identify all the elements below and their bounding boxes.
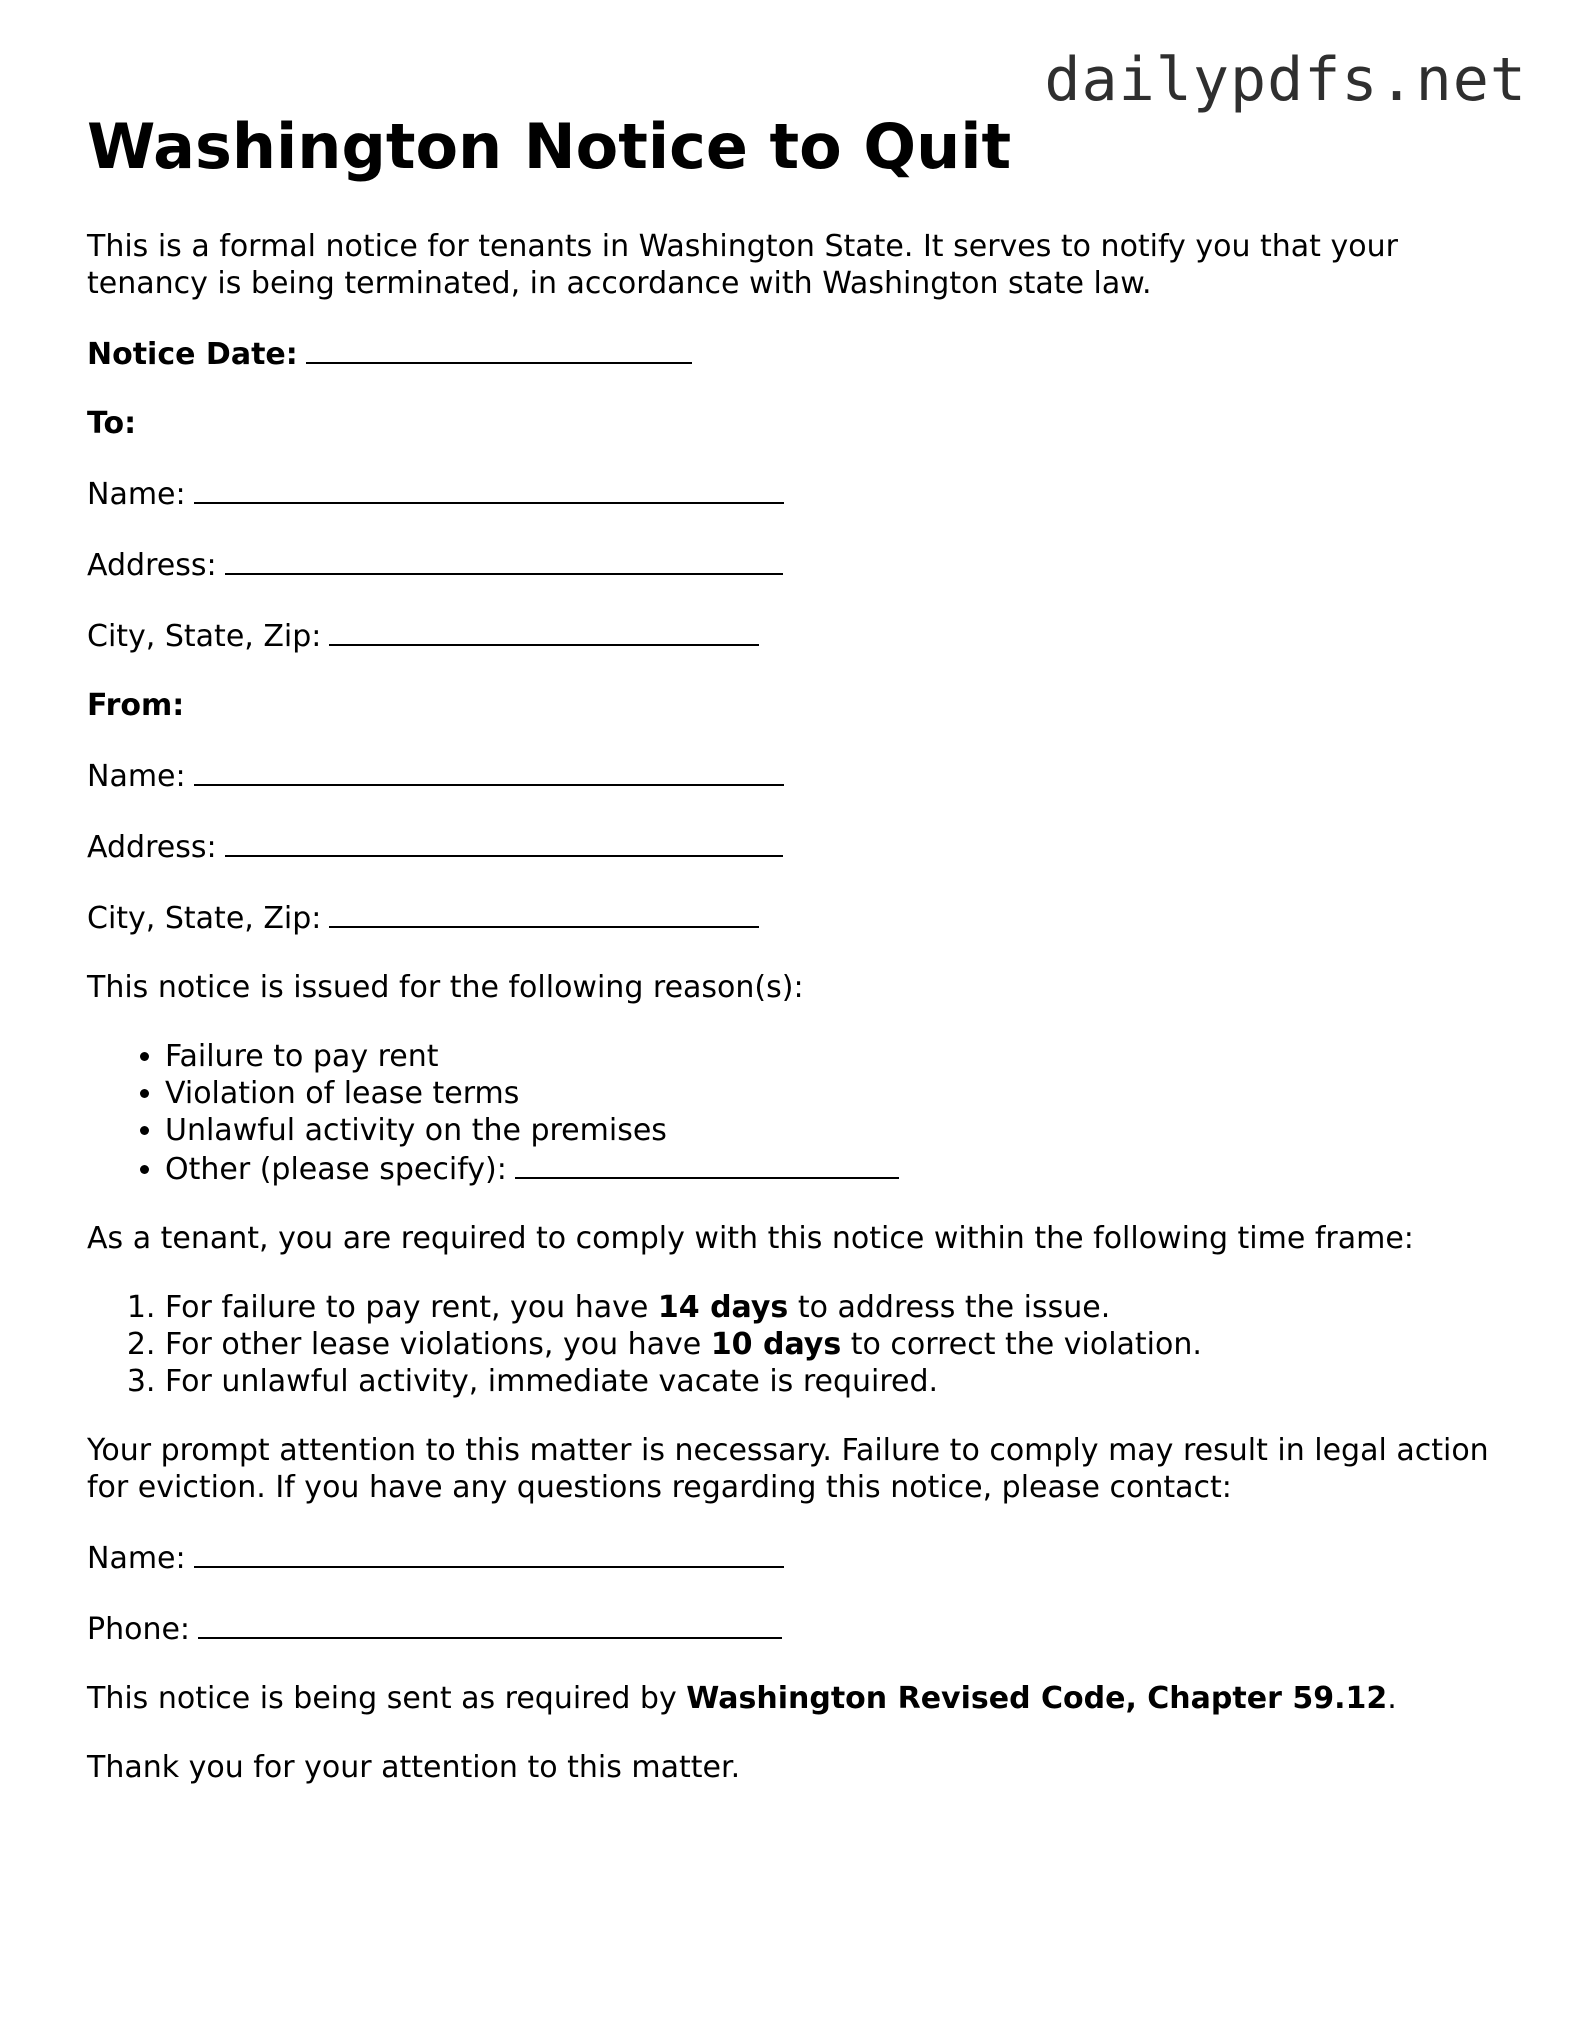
watermark: dailypdfs.net bbox=[1044, 45, 1527, 115]
contact-phone-label: Phone: bbox=[87, 1612, 191, 1648]
document-page bbox=[87, 110, 1507, 1818]
timeframe-text: to correct the violation. bbox=[841, 1327, 1202, 1363]
timeframe-days: 14 days bbox=[657, 1290, 789, 1326]
timeframe-list bbox=[87, 1289, 1507, 1400]
attention-paragraph: Your prompt attention to this matter is necessary. Failure to comply may result in legal action for eviction. If you have any questions regarding this notice, please contact: bbox=[87, 1433, 1489, 1506]
list-item bbox=[165, 1149, 1507, 1188]
from-city-blank bbox=[329, 898, 759, 928]
to-address-label: Address: bbox=[87, 548, 217, 584]
from-city-field bbox=[87, 898, 1507, 937]
to-heading: To: bbox=[87, 406, 137, 442]
to-address-field bbox=[87, 545, 1507, 584]
from-city-label: City, State, Zip: bbox=[87, 901, 322, 937]
to-address-blank bbox=[225, 545, 783, 575]
contact-phone-blank bbox=[198, 1609, 782, 1639]
notice-date-field bbox=[87, 334, 1507, 373]
timeframe-text: to address the issue. bbox=[788, 1290, 1111, 1326]
from-name-field bbox=[87, 756, 1507, 795]
list-item: • Failure to pay rent bbox=[165, 1038, 1507, 1075]
contact-phone-field bbox=[87, 1609, 1507, 1648]
page-title: Washington Notice to Quit bbox=[87, 110, 1012, 183]
from-address-field bbox=[87, 827, 1507, 866]
contact-name-blank bbox=[194, 1538, 784, 1568]
contact-name-label: Name: bbox=[87, 1541, 186, 1577]
list-item bbox=[165, 1326, 1507, 1363]
reasons-list bbox=[87, 1038, 1507, 1188]
list-item: • Violation of lease terms bbox=[165, 1075, 1507, 1112]
from-section-heading bbox=[87, 687, 1507, 724]
other-reason-blank bbox=[515, 1149, 899, 1179]
to-section-heading bbox=[87, 405, 1507, 442]
timeframe-text: For failure to pay rent, you have bbox=[165, 1290, 658, 1326]
timeframe-days: 10 days bbox=[710, 1327, 842, 1363]
legal-paragraph bbox=[87, 1680, 1507, 1717]
from-address-label: Address: bbox=[87, 830, 217, 866]
from-name-blank bbox=[194, 756, 784, 786]
legal-text-end: . bbox=[1387, 1681, 1397, 1717]
list-item bbox=[165, 1289, 1507, 1326]
from-address-blank bbox=[225, 827, 783, 857]
to-city-blank bbox=[329, 616, 759, 646]
to-name-blank bbox=[194, 474, 784, 504]
to-name-label: Name: bbox=[87, 477, 186, 513]
timeframe-intro: As a tenant, you are required to comply with this notice within the following time frame: bbox=[87, 1221, 1414, 1257]
reasons-intro: This notice is issued for the following reason(s): bbox=[87, 970, 804, 1006]
list-item bbox=[165, 1363, 1507, 1400]
other-reason-label: Other (please specify): bbox=[165, 1152, 507, 1188]
list-item: • Unlawful activity on the premises bbox=[165, 1112, 1507, 1149]
legal-text: This notice is being sent as required by bbox=[87, 1681, 687, 1717]
from-name-label: Name: bbox=[87, 759, 186, 795]
contact-name-field bbox=[87, 1538, 1507, 1577]
closing-paragraph: Thank you for your attention to this matter. bbox=[87, 1750, 741, 1786]
to-city-label: City, State, Zip: bbox=[87, 619, 322, 655]
from-heading: From: bbox=[87, 688, 185, 724]
intro-paragraph: This is a formal notice for tenants in Washington State. It serves to notify you that your tenancy is being terminated, in accordance with Washington state law. bbox=[87, 229, 1398, 302]
legal-citation: Washington Revised Code, Chapter 59.12 bbox=[686, 1681, 1388, 1717]
to-city-field bbox=[87, 616, 1507, 655]
timeframe-text: For other lease violations, you have bbox=[165, 1327, 711, 1363]
notice-date-blank bbox=[306, 334, 692, 364]
timeframe-text: For unlawful activity, immediate vacate is required. bbox=[165, 1364, 939, 1400]
to-name-field bbox=[87, 474, 1507, 513]
notice-date-label: Notice Date: bbox=[87, 337, 298, 373]
